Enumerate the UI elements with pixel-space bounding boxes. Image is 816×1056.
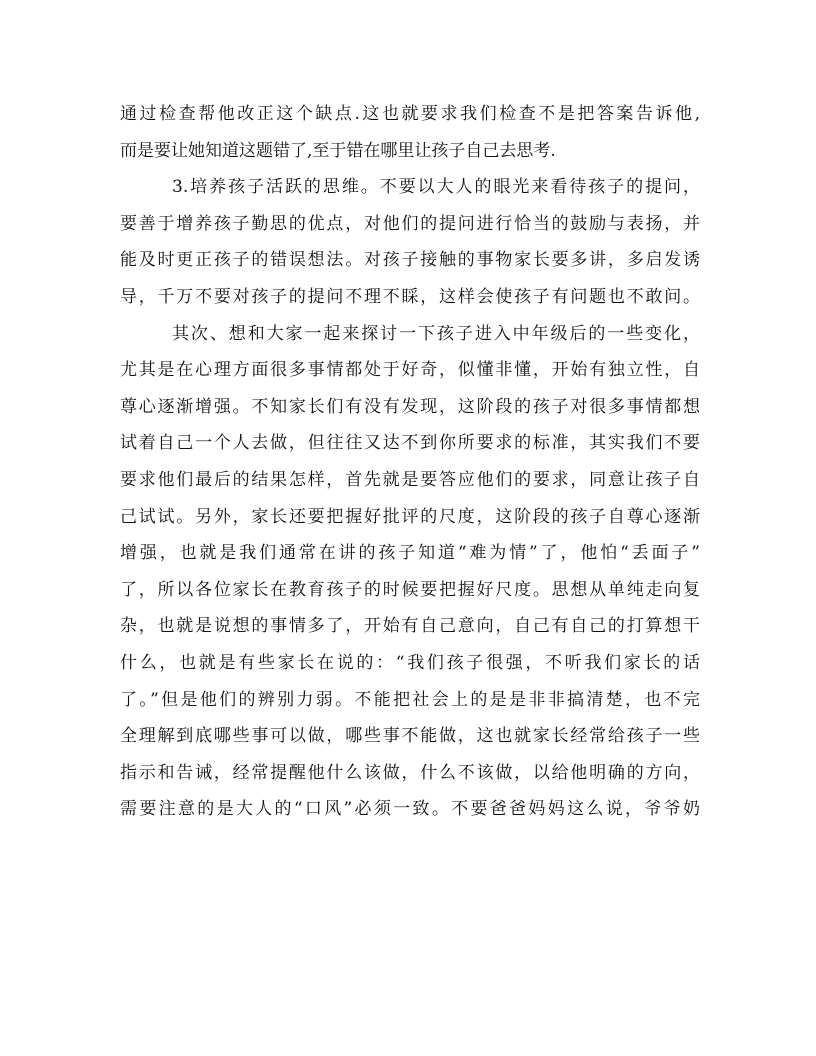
text-line: 了，所以各位家长在教育孩子的时候要把握好尺度。思想从单纯走向复 (120, 579, 700, 600)
text-line: 什么，也就是有些家长在说的：“我们孩子很强，不听我们家长的话 (120, 652, 700, 673)
text-line: 增强，也就是我们通常在讲的孩子知道“难为情”了，他怕“丢面子” (120, 543, 700, 564)
text-line: 指示和告诫，经常提醒他什么该做，什么不该做，以给他明确的方向， (120, 762, 700, 783)
text-line: 尤其是在心理方面很多事情都处于好奇，似懂非懂，开始有独立性，自 (120, 360, 700, 381)
text-line: 要求他们最后的结果怎样，首先就是要答应他们的要求，同意让孩子自 (120, 469, 700, 490)
text-line: 试着自己一个人去做，但往往又达不到你所要求的标准，其实我们不要 (120, 433, 700, 454)
text-line: 通过检查帮他改正这个缺点.这也就要求我们检查不是把答案告诉他, (120, 104, 700, 124)
text-line: 杂，也就是说想的事情多了，开始有自己意向，自己有自己的打算想干 (120, 616, 700, 637)
text-line: 己试试。另外，家长还要把握好批评的尺度，这阶段的孩子自尊心逐渐 (120, 506, 700, 527)
text-line: 而是要让她知道这题错了,至于错在哪里让孩子自己去思考. (120, 140, 556, 161)
paragraph-start-line: 3.培养孩子活跃的思维。不要以大人的眼光来看待孩子的提问， (172, 177, 700, 198)
paragraph-start-line: 其次、想和大家一起来探讨一下孩子进入中年级后的一些变化， (172, 323, 700, 344)
text-line: 了。”但是他们的辨别力弱。不能把社会上的是是非非搞清楚，也不完 (120, 689, 700, 710)
text-line: 要善于增养孩子勤思的优点，对他们的提问进行恰当的鼓励与表扬，并 (120, 213, 700, 234)
text-line: 需要注意的是大人的“口风”必须一致。不要爸爸妈妈这么说，爷爷奶 (120, 799, 700, 820)
body-text (120, 96, 700, 828)
text-line: 导，千万不要对孩子的提问不理不睬，这样会使孩子有问题也不敢问。 (120, 286, 700, 307)
text-line: 尊心逐渐增强。不知家长们有没有发现，这阶段的孩子对很多事情都想 (120, 396, 700, 417)
text-line: 能及时更正孩子的错误想法。对孩子接触的事物家长要多讲，多启发诱 (120, 250, 700, 271)
text-line: 全理解到底哪些事可以做，哪些事不能做，这也就家长经常给孩子一些 (120, 726, 700, 747)
